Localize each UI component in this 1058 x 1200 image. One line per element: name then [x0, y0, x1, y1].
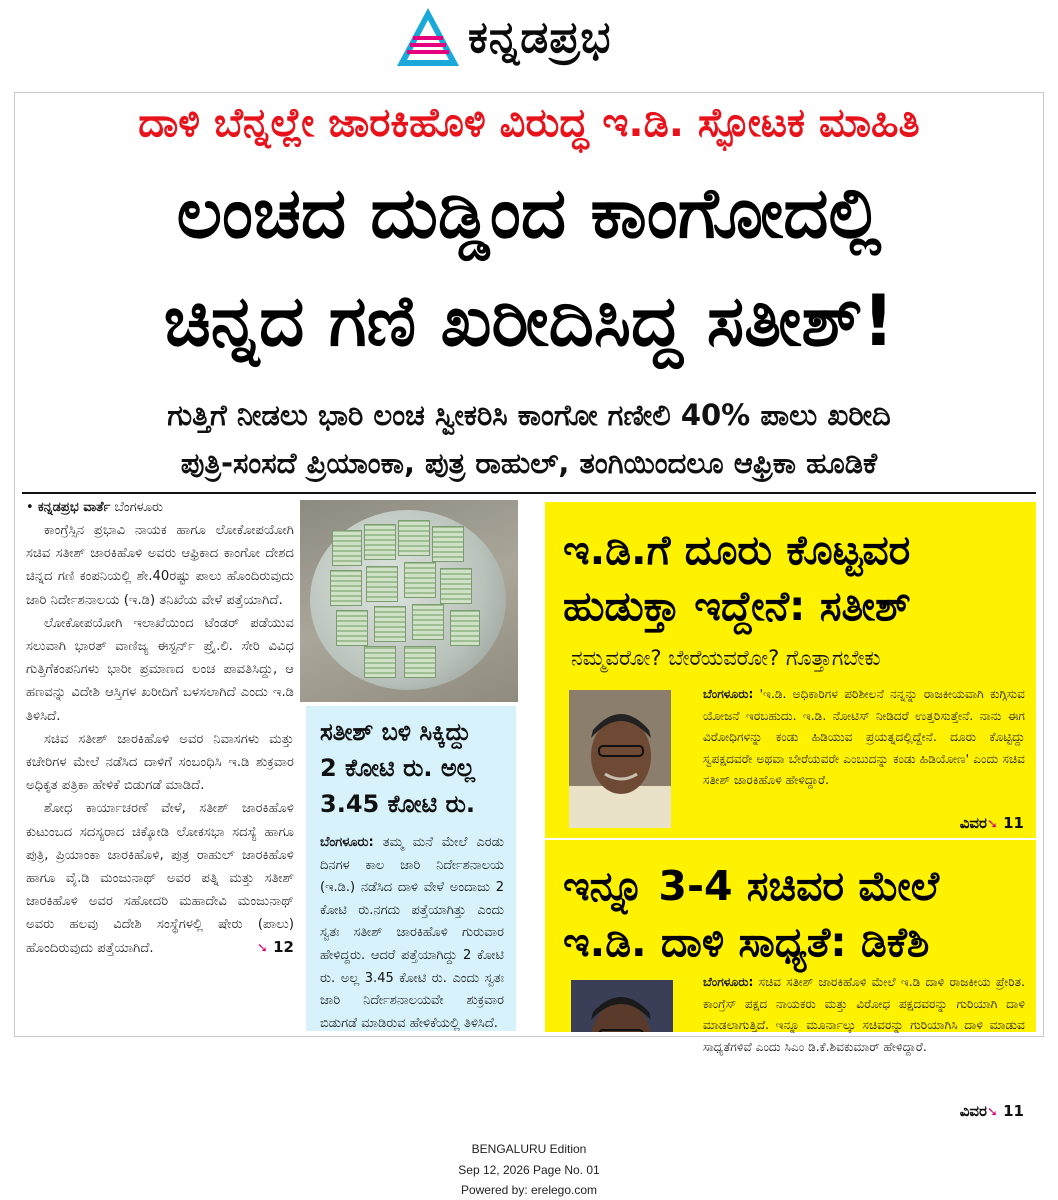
jump-page: 11 — [1003, 814, 1024, 832]
box-story1-headline-2: ಹುಡುಕ್ತಾ ಇದ್ದೇನೆ: ಸತೀಶ್ — [563, 582, 911, 630]
deck-line-1: ಗುತ್ತಿಗೆ ನೀಡಲು ಭಾರಿ ಲಂಚ ಸ್ವೀಕರಿಸಿ ಕಾಂಗೋ ಗಣೀಲಿ 40% ಪಾಲು ಖರೀದಿ — [167, 398, 891, 432]
box-story1-dateline: ಬೆಂಗಳೂರು: — [703, 687, 754, 701]
lead-body — [26, 519, 294, 960]
footer-powered-by[interactable]: Powered by: erelego.com — [460, 1183, 598, 1197]
jump-arrow-icon: ➘ — [986, 1105, 998, 1120]
portrait-icon — [569, 690, 671, 828]
satish-photo — [569, 690, 671, 828]
lead-jump-page: 12 — [273, 937, 294, 956]
cash-bundle — [330, 570, 362, 606]
lead-paragraph: ಸಚಿವ ಸತೀಶ್ ಜಾರಕಿಹೊಳಿ ಅವರ ನಿವಾಸಗಳು ಮತ್ತು ಕಚೇರಿಗಳ ಮೇಲೆ ನಡೆಸಿದ ದಾಳಿಗೆ ಸಂಬಂಧಿಸಿ ಇ.ಡಿ ಶುಕ್ರವಾರ ಅಧಿಕೃತ ಪತ್ರಿಕಾ ಹೇಳಿಕೆ ಬಿಡುಗಡೆ ಮಾಡಿದೆ. — [26, 731, 294, 794]
sidebar-dateline: ಬೆಂಗಳೂರು: — [320, 835, 374, 850]
lead-paragraph: ಕಾಂಗ್ರೆಸ್ಸಿನ ಪ್ರಭಾವಿ ನಾಯಕ ಹಾಗೂ ಲೋಕೋಪಯೋಗಿ ಸಚಿವ ಸತೀಶ್ ಜಾರಕಿಹೊಳಿ ಅವರು ಆಫ್ರಿಕಾದ ಕಾಂಗೋ ದೇಶದ ಚಿನ್ನದ ಗಣಿ ಕಂಪನಿಯಲ್ಲಿ ಶೇ.40ರಷ್ಟು ಪಾಲು ಹೊಂದಿರುವುದು ಜಾರಿ ನಿರ್ದೇಶನಾಲಯ (ಇ.ಡಿ) ತನಿಖೆಯ ವೇಳೆ ಪತ್ತೆಯಾಗಿದೆ. — [26, 523, 294, 608]
deck-line-2: ಪುತ್ರಿ-ಸಂಸದೆ ಪ್ರಿಯಾಂಕಾ, ಪುತ್ರ ರಾಹುಲ್, ತಂಗಿಯಿಂದಲೂ ಆಫ್ರಿಕಾ ಹೂಡಿಕೆ — [180, 446, 878, 480]
footer-edition: BENGALURU Edition — [471, 1142, 587, 1156]
jump-label: ವಿವರ — [959, 1102, 987, 1120]
box-story2-headline-2: ಇ.ಡಿ. ದಾಳಿ ಸಾಧ್ಯತೆ: ಡಿಕೆಶಿ — [563, 918, 930, 966]
jump-arrow-icon: ➘ — [986, 817, 998, 832]
cash-bundle — [404, 646, 436, 678]
headline-line-2: ಚಿನ್ನದ ಗಣಿ ಖರೀದಿಸಿದ್ದ ಸತೀಶ್! — [163, 280, 895, 362]
cash-bundle — [440, 568, 472, 604]
box-story1-subtitle: ನಮ್ಮವರೋ? ಬೇರೆಯವರೋ? ಗೊತ್ತಾಗಬೇಕು — [571, 646, 881, 670]
yellow-box — [545, 502, 1036, 1120]
lead-paragraph: ಲೋಕೋಪಯೋಗಿ ಇಲಾಖೆಯಿಂದ ಟೆಂಡರ್ ಪಡೆಯುವ ಸಲುವಾಗಿ ಭಾರತ್ ವಾಣಿಜ್ಯ ಈಸ್ಟರ್ನ್ ಪ್ರೈ.ಲಿ. ಸೇರಿ ವಿವಿಧ ಗುತ್ತಿಗೆಕಂಪನಿಗಳು ಭಾರೀ ಪ್ರಮಾಣದ ಲಂಚ ಪಾವತಿಸಿದ್ದು, ಆ ಹಣವನ್ನು ವಿದೇಶಿ ಆಸ್ತಿಗಳ ಖರೀದಿಗೆ ಬಳಸಲಾಗಿದೆ ಎಂದು ಇ.ಡಿ ತಿಳಿಸಿದೆ. — [26, 615, 294, 724]
lead-story — [26, 500, 294, 956]
dks-photo — [571, 980, 673, 1032]
cash-bundle — [336, 610, 368, 646]
brand-name: ಕನ್ನಡಪ್ರಭ — [468, 12, 612, 63]
cash-photo — [300, 500, 518, 702]
cash-bundle — [364, 524, 396, 560]
headline-rule — [22, 492, 1036, 494]
cash-bundle — [412, 604, 444, 640]
jump-page: 11 — [1003, 1102, 1024, 1120]
footer-date-page: Sep 12, 2026 Page No. 01 — [458, 1163, 600, 1177]
box-divider — [545, 838, 1036, 840]
sidebar-text: ತಮ್ಮ ಮನೆ ಮೇಲೆ ಎರಡು ದಿನಗಳ ಕಾಲ ಜಾರಿ ನಿರ್ದೇಶನಾಲಯ (ಇ.ಡಿ.) ನಡೆಸಿದ ದಾಳಿ ವೇಳೆ ಅಂದಾಜು 2 ಕೋಟಿ ರು.ನಗದು ಪತ್ತೆಯಾಗಿತ್ತು ಎಂದು ಸ್ವತಃ ಸತೀಶ್ ಜಾರಕಿಹೊಳಿ ಗುರುವಾರ ಹೇಳಿದ್ದರು. ಆದರೆ ಪತ್ತೆಯಾಗಿದ್ದು 2 ಕೋಟಿ ರು. ಅಲ್ಲ 3.45 ಕೋಟಿ ರು. ಎಂದು ಸ್ವತಃ ಜಾರಿ ನಿರ್ದೇಶನಾಲಯವೇ ಶುಕ್ರವಾರ ಬಿಡುಗಡೆ ಮಾಡಿರುವ ಹೇಳಿಕೆಯಲ್ಲಿ ತಿಳಿಸಿದೆ. — [320, 835, 504, 1031]
cash-bundle — [374, 606, 406, 642]
byline-source: ಕನ್ನಡಪ್ರಭ ವಾರ್ತೆ — [37, 500, 111, 515]
sidebar-headline — [306, 706, 516, 824]
sidebar-story — [306, 706, 516, 1031]
cash-bundle — [332, 530, 362, 566]
headline-line-1: ಲಂಚದ ದುಡ್ಡಿಂದ ಕಾಂಗೋದಲ್ಲಿ — [176, 172, 882, 254]
box-story1-body — [703, 684, 1025, 792]
sidebar-headline-line: ಸತೀಶ್ ಬಳಿ ಸಿಕ್ಕಿದ್ದು — [320, 718, 471, 746]
masthead — [0, 0, 1058, 92]
jump-label: ವಿವರ — [959, 814, 987, 832]
lead-paragraph: ಶೋಧ ಕಾರ್ಯಾಚರಣೆ ವೇಳೆ, ಸತೀಶ್ ಜಾರಕಿಹೊಳಿ ಕುಟುಂಬದ ಸದಸ್ಯರಾದ ಚಿಕ್ಕೋಡಿ ಲೋಕಸಭಾ ಸದಸ್ಯೆ ಹಾಗೂ ಪುತ್ರಿ, ಪ್ರಿಯಾಂಕಾ ಜಾರಕಿಹೊಳಿ, ಪುತ್ರ ರಾಹುಲ್ ಜಾರಕಿಹೊಳಿ ಹಾಗೂ ವೈ.ಡಿ ಮಂಜುನಾಥ್ ಅವರ ಪತ್ನಿ ಮತ್ತು ಸತೀಶ್ ಜಾರಕಿಹೊಳಿ ಅವರ ಸಹೋದರಿ ಮಹಾದೇವಿ ಮಂಜುನಾಥ್ ಅವರು ಹಲವು ವಿದೇಶಿ ಸಂಸ್ಥೆಗಳಲ್ಲಿ ಷೇರು (ಪಾಲು) ಹೊಂದಿರುವುದು ಪತ್ತೆಯಾಗಿದೆ. — [26, 801, 294, 956]
cash-bundle — [404, 562, 436, 598]
byline-place: ಬೆಂಗಳೂರು — [114, 500, 164, 515]
box-story2-headline-1: ಇನ್ನೂ 3-4 ಸಚಿವರ ಮೇಲೆ — [563, 862, 940, 910]
cash-bundle — [364, 646, 396, 678]
jump-arrow-icon: ➘ — [256, 940, 268, 956]
cash-bundle — [432, 526, 464, 562]
box-story2-text: ಸಚಿವ ಸತೀಶ್ ಜಾರಕಿಹೊಳಿ ಮೇಲೆ ಇ.ಡಿ ದಾಳಿ ರಾಜಕೀಯ ಪ್ರೇರಿತ. ಕಾಂಗ್ರೆಸ್ ಪಕ್ಷದ ನಾಯಕರು ಮತ್ತು ವಿರೋಧ ಪಕ್ಷದವರನ್ನು ಗುರಿಯಾಗಿ ದಾಳಿ ಮಾಡಲಾಗುತ್ತಿದೆ. ಇನ್ನೂ ಮೂರ್ನಾಲ್ಕು ಸಚಿವರನ್ನು ಗುರಿಯಾಗಿಸಿ ದಾಳಿ ಮಾಡುವ ಸಾಧ್ಯತೆಗಳಿವೆ ಎಂದು ಸಿಎಂ ಡಿ.ಕೆ.ಶಿವಕುಮಾರ್ ಹೇಳಿದ್ದಾರೆ. — [703, 975, 1025, 1054]
kicker: ದಾಳಿ ಬೆನ್ನಲ್ಲೇ ಜಾರಕಿಹೊಳಿ ವಿರುದ್ಧ ಇ.ಡಿ. ಸ್ಫೋಟಕ ಮಾಹಿತಿ — [138, 100, 920, 146]
box-story1-text: 'ಇ.ಡಿ. ಅಧಿಕಾರಿಗಳ ಪರಿಶೀಲನೆ ನನ್ನನ್ನು ರಾಜಕೀಯವಾಗಿ ಕುಗ್ಗಿಸುವ ಯೋಜನೆ ಇರಬಹುದು. ಇ.ಡಿ. ನೋಟಿಸ್ ನೀಡಿದರೆ ಉತ್ತರಿಸುತ್ತೇನೆ. ನಾನು ಈಗ ವಿರೋಧಿಗಳನ್ನು ಕಂಡು ಹಿಡಿಯುವ ಪ್ರಯತ್ನದಲ್ಲಿದ್ದೇನೆ. ದೂರು ಕೊಟ್ಟಿದ್ದು ಸ್ವಪಕ್ಷದವರೇ ಅಥವಾ ಬೇರೆಯವರೇ ಎಂಬುದನ್ನು ಕಂಡು ಹಿಡಿಯೋಣ' ಎಂದು ಸಚಿವ ಸತೀಶ್ ಜಾರಕಿಹೊಳಿ ಹೇಳಿದ್ದಾರೆ. — [703, 687, 1026, 788]
kannadaprabha-logo-icon — [395, 6, 461, 68]
sidebar-headline-line: 3.45 ಕೋಟಿ ರು. — [320, 790, 476, 818]
byline — [26, 500, 294, 515]
cash-bundle — [398, 520, 430, 556]
box-story2-body — [703, 972, 1025, 1058]
box-story2-jump[interactable] — [960, 1102, 1024, 1120]
portrait-icon — [571, 980, 673, 1032]
cash-bundle — [450, 610, 480, 646]
box-story1-headline-1: ಇ.ಡಿ.ಗೆ ದೂರು ಕೊಟ್ಟವರ — [563, 526, 911, 574]
byline-bullet: • — [26, 500, 34, 515]
sidebar-headline-line: 2 ಕೋಟಿ ರು. ಅಲ್ಲ — [320, 754, 476, 782]
sidebar-body — [306, 824, 516, 1035]
cash-bundle — [366, 566, 398, 602]
box-story1-jump[interactable] — [960, 814, 1024, 832]
box-story2-dateline: ಬೆಂಗಳೂರು: — [703, 975, 754, 989]
